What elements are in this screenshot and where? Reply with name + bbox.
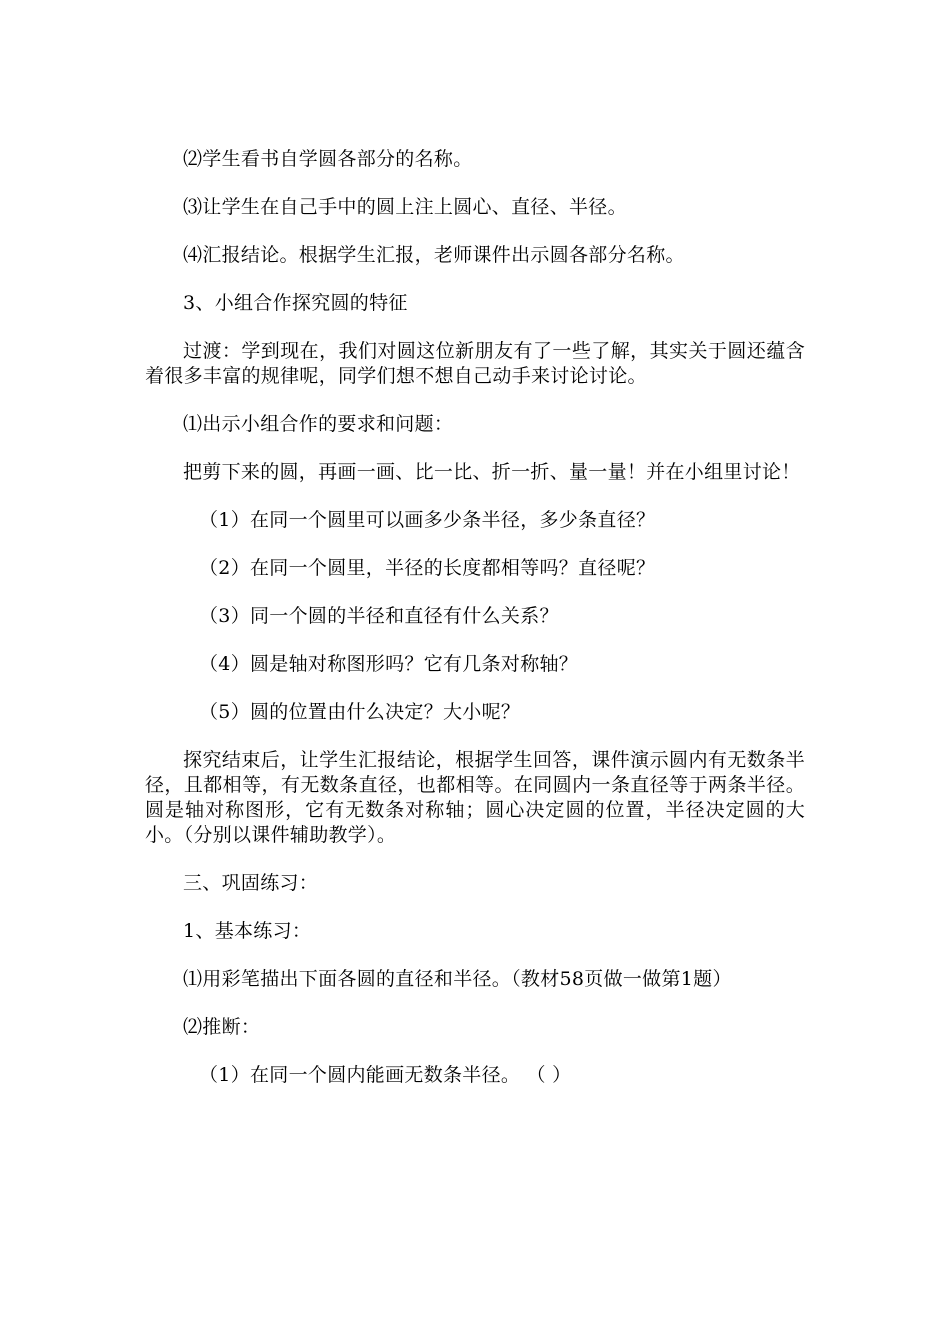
paragraph-transition: 过渡：学到现在，我们对圆这位新朋友有了一些了解，其实关于圆还蕴含着很多丰富的规律呢，同学们想不想自己动手来讨论讨论。 bbox=[145, 340, 805, 387]
question-item-5: （5）圆的位置由什么决定？大小呢？ bbox=[199, 701, 521, 723]
question-item-2: （2）在同一个圆里，半径的长度都相等吗？直径呢？ bbox=[199, 557, 656, 579]
paragraph-label-circle-parts: ⑶让学生在自己手中的圆上注上圆心、直径、半径。 bbox=[183, 196, 627, 218]
question-item-3: （3）同一个圆的半径和直径有什么关系？ bbox=[199, 605, 559, 627]
question-item-1: （1）在同一个圆里可以画多少条半径，多少条直径？ bbox=[199, 509, 656, 531]
paragraph-report-conclusion: ⑷汇报结论。根据学生汇报，老师课件出示圆各部分名称。 bbox=[183, 244, 685, 266]
section-heading-group-explore: 3、小组合作探究圆的特征 bbox=[183, 292, 408, 314]
paragraph-group-requirements: ⑴出示小组合作的要求和问题： bbox=[183, 413, 454, 435]
paragraph-activity-instructions: 把剪下来的圆，再画一画、比一比、折一折、量一量！并在小组里讨论！ bbox=[183, 461, 801, 483]
subsection-heading-basic-practice: 1、基本练习： bbox=[183, 920, 312, 942]
paragraph-trace-diameter-radius: ⑴用彩笔描出下面各圆的直径和半径。（教材58页做一做第1题） bbox=[183, 968, 732, 990]
judgement-item-1: （1）在同一个圆内能画无数条半径。 （ ） bbox=[199, 1064, 572, 1086]
paragraph-exploration-summary: 探究结束后，让学生汇报结论，根据学生回答，课件演示圆内有无数条半径，且都相等，有无数条直径，也都相等。在同圆内一条直径等于两条半径。圆是轴对称图形，它有无数条对称轴；圆心决定圆的位置，半径决定圆的大小。（分别以课件辅助教学）。 bbox=[145, 749, 805, 846]
section-heading-practice: 三、巩固练习： bbox=[183, 872, 319, 894]
paragraph-self-study-names: ⑵学生看书自学圆各部分的名称。 bbox=[183, 148, 473, 170]
document-body bbox=[145, 147, 805, 1111]
paragraph-judgement-heading: ⑵推断： bbox=[183, 1016, 261, 1038]
question-item-4: （4）圆是轴对称图形吗？它有几条对称轴？ bbox=[199, 653, 579, 675]
